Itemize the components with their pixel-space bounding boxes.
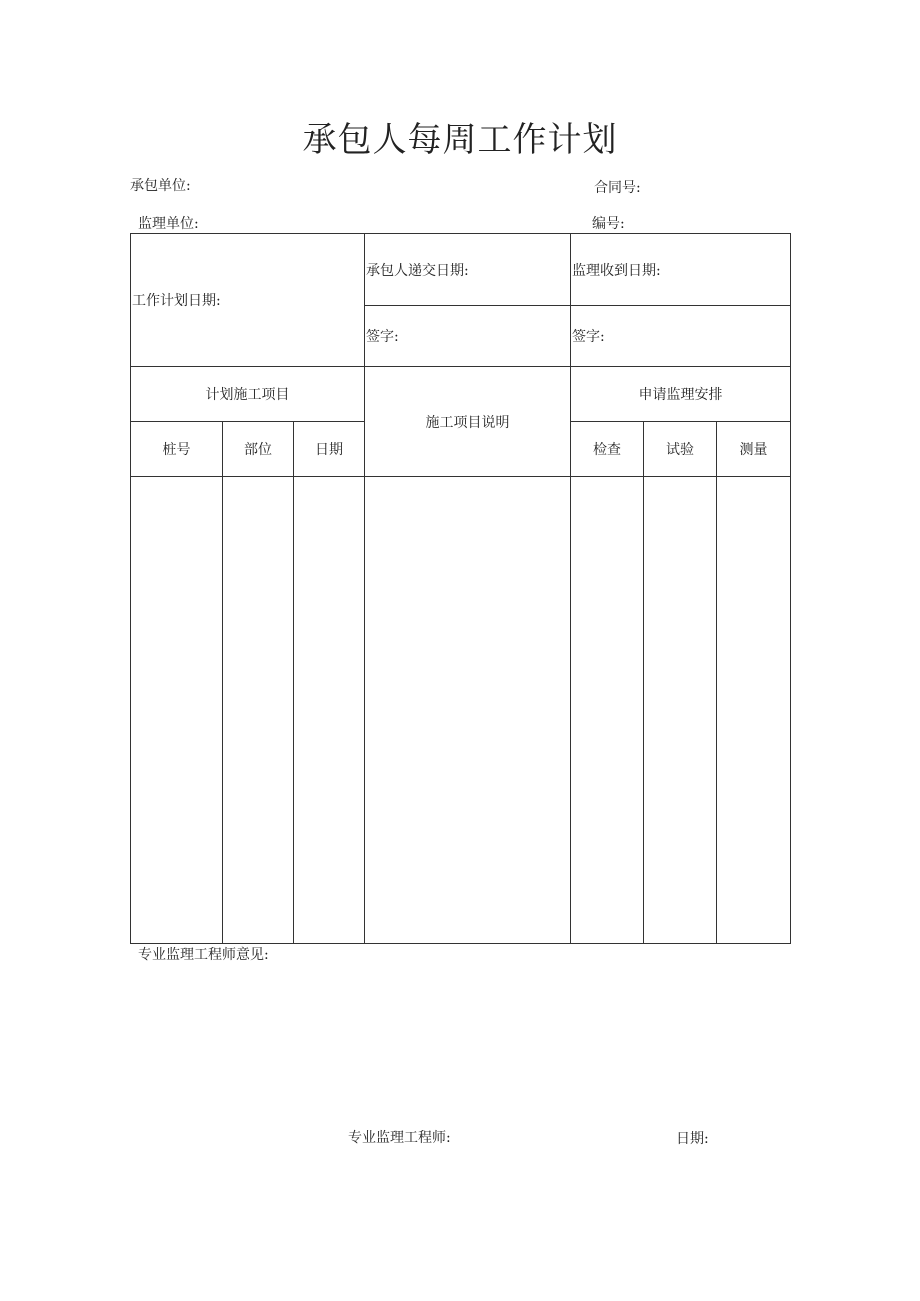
receive-date-cell[interactable] [571,234,791,306]
station-entry-cell[interactable] [131,477,223,944]
column-header-station: 桩号 [131,422,223,477]
supervision-unit-label: 监理单位: [138,216,199,232]
inspection-entry-cell[interactable] [571,477,644,944]
page-title: 承包人每周工作计划 [302,120,618,160]
planned-items-header: 计划施工项目 [131,367,365,422]
contractor-sign-label: 签字: [366,329,399,345]
location-entry-cell[interactable] [223,477,294,944]
test-entry-cell[interactable] [644,477,717,944]
survey-entry-cell[interactable] [717,477,791,944]
description-header: 施工项目说明 [365,367,571,477]
contractor-sign-cell[interactable] [365,306,571,367]
date-entry-cell[interactable] [294,477,365,944]
serial-no-label: 编号: [592,216,625,232]
plan-date-label: 工作计划日期: [132,293,221,309]
submit-date-label: 承包人递交日期: [366,262,469,279]
column-header-survey: 测量 [717,422,791,477]
contractor-unit-label: 承包单位: [130,178,191,194]
column-header-location: 部位 [223,422,294,477]
description-entry-cell[interactable] [365,477,571,944]
supervisor-sign-label: 签字: [572,329,605,345]
footer-date-label: 日期: [676,1131,709,1147]
column-header-inspection: 检查 [571,422,644,477]
column-header-date: 日期 [294,422,365,477]
column-header-test: 试验 [644,422,717,477]
receive-date-label: 监理收到日期: [572,262,661,279]
contract-no-label: 合同号: [594,180,641,196]
submit-date-cell[interactable] [365,234,571,306]
engineer-opinion-label: 专业监理工程师意见: [138,947,269,963]
supervisor-sign-cell[interactable] [571,306,791,367]
engineer-signature-label: 专业监理工程师: [348,1130,451,1146]
plan-date-cell[interactable] [131,234,365,367]
request-header: 申请监理安排 [571,367,791,422]
weekly-plan-table [130,233,791,944]
